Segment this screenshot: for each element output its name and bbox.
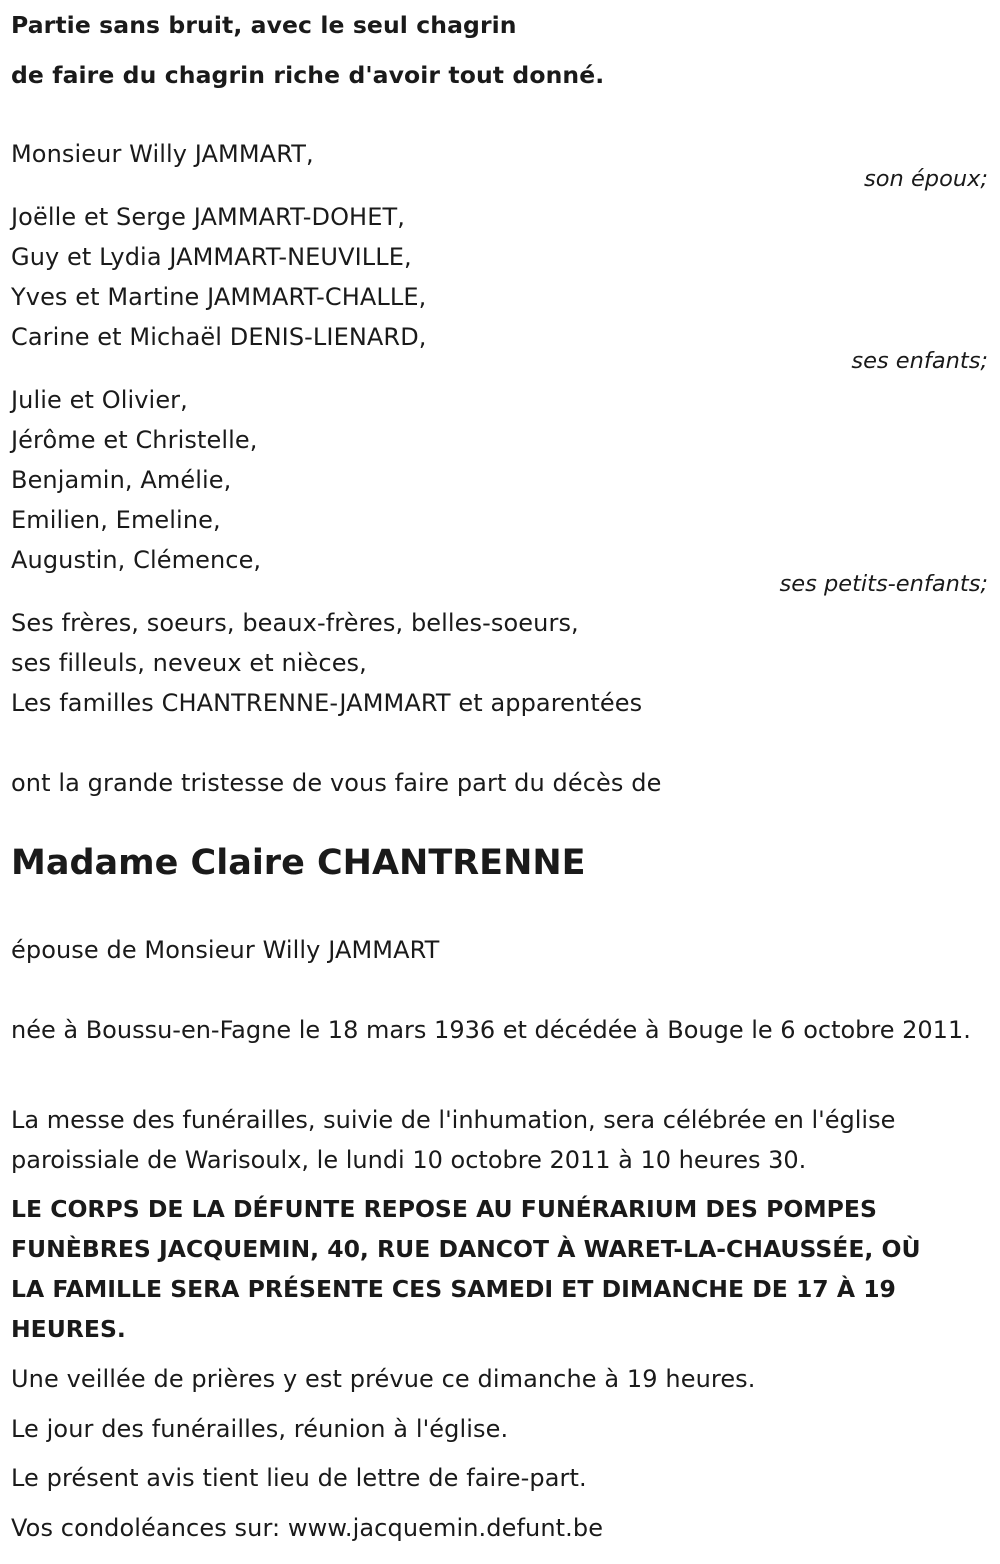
condolences-text: Vos condoléances sur: www.jacquemin.defunt.be bbox=[11, 1514, 604, 1542]
deceased-name: Madame Claire CHANTRENNE bbox=[11, 843, 586, 883]
child-line: Yves et Martine JAMMART-CHALLE, bbox=[11, 283, 427, 311]
spouse-of-text: épouse de Monsieur Willy JAMMART bbox=[11, 936, 440, 964]
meeting-text: Le jour des funérailles, réunion à l'église. bbox=[11, 1415, 509, 1443]
grandchild-line: Augustin, Clémence, bbox=[11, 546, 262, 574]
announcement-text: ont la grande tristesse de vous faire part du décès de bbox=[11, 769, 662, 797]
family-line: Les familles CHANTRENNE-JAMMART et apparentées bbox=[11, 689, 643, 717]
child-line: Joëlle et Serge JAMMART-DOHET, bbox=[11, 203, 405, 231]
grandchild-line: Julie et Olivier, bbox=[11, 386, 188, 414]
birth-death-text: née à Boussu-en-Fagne le 18 mars 1936 et décédée à Bouge le 6 octobre 2011. bbox=[11, 1016, 971, 1044]
family-line: ses filleuls, neveux et nièces, bbox=[11, 649, 367, 677]
mass-text: La messe des funérailles, suivie de l'inhumation, sera célébrée en l'église paroissiale de Warisoulx, le lundi 10 octobre 2011 à 10 heures 30. bbox=[11, 1106, 896, 1174]
visitation-text: LE CORPS DE LA DÉFUNTE REPOSE AU FUNÉRARIUM DES POMPES FUNÈBRES JACQUEMIN, 40, RUE DANCOT À WARET-LA-CHAUSSÉE, OÙ LA FAMILLE SERA PRÉSENTE CES SAMEDI ET DIMANCHE DE 17 À 19 HEURES. bbox=[11, 1195, 921, 1343]
spouse-name: Monsieur Willy JAMMART, bbox=[11, 140, 314, 168]
epigraph-line-1: Partie sans bruit, avec le seul chagrin bbox=[11, 11, 517, 39]
grandchild-line: Emilien, Emeline, bbox=[11, 506, 221, 534]
child-line: Carine et Michaël DENIS-LIENARD, bbox=[11, 323, 427, 351]
child-line: Guy et Lydia JAMMART-NEUVILLE, bbox=[11, 243, 412, 271]
children-role: ses enfants; bbox=[851, 348, 988, 374]
epigraph-line-2: de faire du chagrin riche d'avoir tout donné. bbox=[11, 61, 605, 89]
grandchild-line: Jérôme et Christelle, bbox=[11, 426, 258, 454]
spouse-role: son époux; bbox=[864, 166, 988, 192]
grandchildren-role: ses petits-enfants; bbox=[779, 571, 988, 597]
grandchild-line: Benjamin, Amélie, bbox=[11, 466, 232, 494]
vigil-text: Une veillée de prières y est prévue ce dimanche à 19 heures. bbox=[11, 1365, 756, 1393]
family-line: Ses frères, soeurs, beaux-frères, belles-soeurs, bbox=[11, 609, 579, 637]
notice-text: Le présent avis tient lieu de lettre de faire-part. bbox=[11, 1464, 587, 1492]
